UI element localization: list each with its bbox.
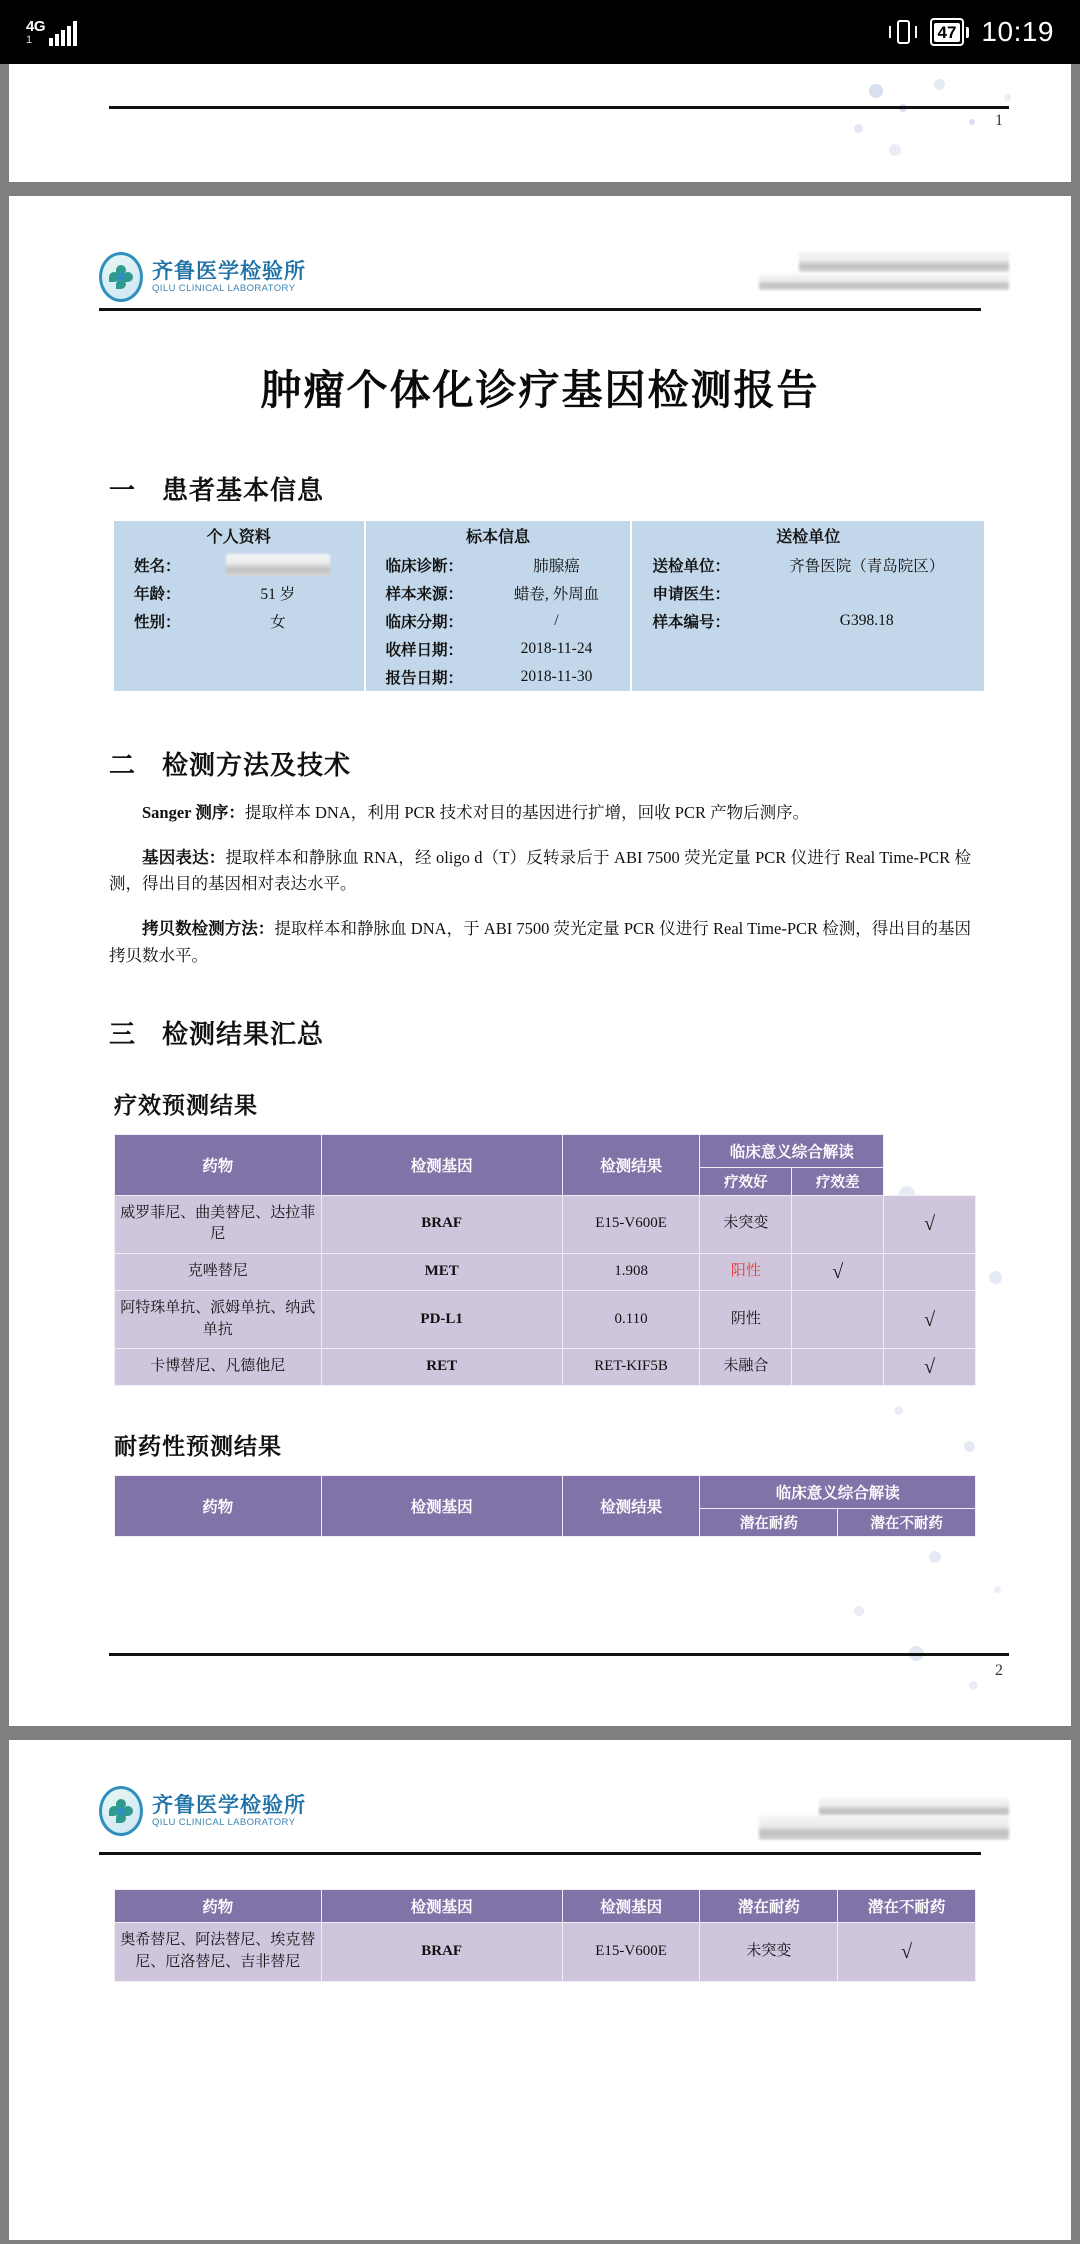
value-sample-id: G398.18 bbox=[839, 612, 894, 629]
page-footer bbox=[109, 1653, 1009, 1680]
network-sub-label: 1 bbox=[26, 33, 33, 46]
subheading-efficacy: 疗效预测结果 bbox=[114, 1091, 258, 1119]
cell-gene: MET bbox=[321, 1254, 562, 1291]
group-header-specimen: 标本信息 bbox=[365, 521, 632, 551]
table-header-row bbox=[115, 1476, 976, 1509]
decorative-bubbles bbox=[829, 64, 1071, 182]
header-rule bbox=[99, 308, 981, 311]
clock: 10:19 bbox=[981, 16, 1054, 47]
cell-status: 阳性 bbox=[700, 1254, 792, 1291]
redacted-header-line-2 bbox=[759, 1816, 1009, 1840]
redacted-header-line-1 bbox=[799, 252, 1009, 272]
label-gender: 性别： bbox=[134, 614, 181, 631]
table-row bbox=[114, 635, 984, 663]
label-diagnosis: 临床诊断： bbox=[365, 551, 495, 579]
page-footer-rule bbox=[109, 106, 1009, 109]
table-header-row bbox=[115, 1134, 976, 1167]
method-text-sanger: 提取样本 DNA，利用 PCR 技术对目的基因进行扩增，回收 PCR 产物后测序。 bbox=[244, 803, 810, 822]
resistance-table-wrap bbox=[114, 1475, 976, 1537]
cell-drug: 威罗菲尼、曲美替尼、达拉菲尼 bbox=[115, 1195, 322, 1254]
table-row bbox=[114, 579, 984, 607]
table-row bbox=[115, 1923, 976, 1982]
cell-gene: BRAF bbox=[321, 1195, 562, 1254]
header-efficacy-good: 疗效好 bbox=[700, 1167, 792, 1195]
value-sample-source: 蜡卷, 外周血 bbox=[513, 586, 600, 603]
cell-drug: 奥希替尼、阿法替尼、埃克替尼、厄洛替尼、吉非替尼 bbox=[115, 1923, 322, 1982]
cell-efficacy-good bbox=[792, 1349, 884, 1386]
section-title: 患者基本信息 bbox=[162, 476, 325, 506]
cell-result: 1.908 bbox=[562, 1254, 700, 1291]
document-page-2 bbox=[9, 196, 1071, 1726]
header-gene: 检测基因 bbox=[321, 1890, 562, 1923]
resistance-prediction-table bbox=[114, 1475, 976, 1537]
header-rule bbox=[99, 1852, 981, 1855]
cell-efficacy-good: √ bbox=[792, 1254, 884, 1291]
logo-title-cn: 齐鲁医学检验所 bbox=[152, 1792, 306, 1817]
status-bar-right bbox=[888, 16, 1055, 48]
value-institution: 齐鲁医院（青岛院区） bbox=[789, 558, 945, 575]
header-drug: 药物 bbox=[115, 1476, 322, 1537]
method-lead-expression: 基因表达： bbox=[142, 847, 226, 867]
cell-gene: RET bbox=[321, 1349, 562, 1386]
cell-efficacy-good bbox=[792, 1195, 884, 1254]
efficacy-table-wrap bbox=[114, 1134, 976, 1387]
cell-status: 未融合 bbox=[700, 1349, 792, 1386]
cell-result: E15-V600E bbox=[562, 1923, 700, 1982]
method-lead-sanger: Sanger 测序： bbox=[142, 803, 245, 822]
method-lead-copynumber: 拷贝数检测方法： bbox=[142, 919, 275, 939]
label-sample-id: 样本编号： bbox=[631, 607, 761, 635]
header-drug: 药物 bbox=[115, 1134, 322, 1195]
method-text-copynumber: 提取样本和静脉血 DNA，于 ABI 7500 荧光定量 PCR 仪进行 Real Time-PCR 检测，得出目的基因拷贝数水平。 bbox=[109, 919, 971, 965]
section-title: 检测方法及技术 bbox=[162, 751, 352, 781]
cell-status: 阴性 bbox=[700, 1290, 792, 1349]
logo-title-en: QILU CLINICAL LABORATORY bbox=[152, 283, 296, 295]
value-stage: / bbox=[554, 612, 559, 629]
value-age: 51 岁 bbox=[260, 586, 296, 603]
label-institution: 送检单位： bbox=[631, 551, 761, 579]
header-interpretation: 临床意义综合解读 bbox=[700, 1476, 976, 1509]
page-footer-rule bbox=[109, 1653, 1009, 1656]
logo-mark-icon bbox=[99, 252, 143, 302]
label-stage: 临床分期： bbox=[365, 607, 495, 635]
header-result: 检测结果 bbox=[562, 1476, 700, 1537]
method-text-expression: 提取样本和静脉血 RNA，经 oligo d（T）反转录后于 ABI 7500 荧光定量 PCR 仪进行 Real Time-PCR 检测，得出目的基因相对表达水平。 bbox=[109, 847, 971, 894]
document-page-3 bbox=[9, 1740, 1071, 2240]
redacted-patient-name bbox=[226, 554, 330, 576]
header-result: 检测结果 bbox=[562, 1134, 700, 1195]
document-page-1 bbox=[9, 64, 1071, 182]
header-drug: 药物 bbox=[115, 1890, 322, 1923]
section-number: 一 bbox=[109, 476, 137, 506]
label-sample-source: 样本来源： bbox=[365, 579, 495, 607]
pdf-viewer[interactable] bbox=[0, 64, 1080, 2244]
header-result: 检测基因 bbox=[562, 1890, 700, 1923]
patient-info-table-wrap bbox=[114, 521, 984, 691]
efficacy-prediction-table bbox=[114, 1134, 976, 1387]
section-title: 检测结果汇总 bbox=[162, 1019, 325, 1050]
cell-drug: 克唑替尼 bbox=[115, 1254, 322, 1291]
table-row bbox=[115, 1349, 976, 1386]
cell-potential-not-resistant: √ bbox=[838, 1923, 976, 1982]
table-row bbox=[114, 607, 984, 635]
header-efficacy-poor: 疗效差 bbox=[792, 1167, 884, 1195]
value-report-date: 2018-11-30 bbox=[520, 668, 593, 685]
table-row bbox=[114, 551, 984, 579]
page-number: 1 bbox=[995, 112, 1003, 129]
resistance-continued-table bbox=[114, 1889, 976, 1982]
label-name: 姓名： bbox=[134, 558, 181, 575]
cell-gene: BRAF bbox=[321, 1923, 562, 1982]
label-age: 年龄： bbox=[134, 586, 181, 603]
group-header-personal: 个人资料 bbox=[206, 529, 271, 546]
vibrate-icon bbox=[888, 17, 918, 47]
redacted-header-line-2 bbox=[759, 274, 1009, 290]
cell-result: 0.110 bbox=[562, 1290, 700, 1349]
group-header-institution: 送检单位 bbox=[631, 521, 984, 551]
header-interpretation: 临床意义综合解读 bbox=[700, 1134, 884, 1167]
cell-efficacy-poor: √ bbox=[884, 1290, 976, 1349]
battery-icon bbox=[930, 18, 970, 46]
header-potential-not-resistant: 潜在不耐药 bbox=[838, 1890, 976, 1923]
cell-result: E15-V600E bbox=[562, 1195, 700, 1254]
value-gender: 女 bbox=[270, 614, 286, 631]
cell-drug: 卡博替尼、凡德他尼 bbox=[115, 1349, 322, 1386]
value-diagnosis: 肺腺癌 bbox=[533, 558, 580, 575]
cell-efficacy-poor: √ bbox=[884, 1349, 976, 1386]
subheading-resistance: 耐药性预测结果 bbox=[114, 1433, 282, 1461]
header-gene: 检测基因 bbox=[321, 1476, 562, 1537]
table-row bbox=[114, 521, 984, 551]
cell-drug: 阿特珠单抗、派姆单抗、纳武单抗 bbox=[115, 1290, 322, 1349]
table-row bbox=[114, 663, 984, 691]
signal-bars-icon bbox=[49, 20, 77, 46]
table-header-row bbox=[115, 1890, 976, 1923]
method-paragraph-copynumber bbox=[109, 916, 971, 969]
network-type bbox=[26, 19, 45, 46]
logo-mark-icon bbox=[99, 1786, 143, 1836]
page-title: 肿瘤个体化诊疗基因检测报告 bbox=[260, 366, 820, 414]
table-row bbox=[115, 1290, 976, 1349]
section-heading-patient-info bbox=[109, 470, 1071, 507]
patient-info-table bbox=[114, 521, 984, 691]
label-doctor: 申请医生： bbox=[631, 579, 761, 607]
logo-title-en: QILU CLINICAL LABORATORY bbox=[152, 1817, 296, 1829]
value-name bbox=[204, 551, 364, 579]
header-potential-not-resistant: 潜在不耐药 bbox=[838, 1509, 976, 1537]
section-number: 三 bbox=[109, 1019, 137, 1050]
label-report-date: 报告日期： bbox=[365, 663, 495, 691]
method-paragraph-sanger bbox=[109, 800, 971, 827]
header-potential-resistant: 潜在耐药 bbox=[700, 1509, 838, 1537]
resistance-continued-table-wrap bbox=[114, 1889, 976, 1982]
report-header bbox=[9, 1740, 1071, 1844]
value-doctor bbox=[761, 579, 984, 607]
logo-title-cn: 齐鲁医学检验所 bbox=[152, 258, 306, 283]
label-collection-date: 收样日期： bbox=[365, 635, 495, 663]
header-gene: 检测基因 bbox=[321, 1134, 562, 1195]
section-heading-results bbox=[109, 1014, 1071, 1051]
table-row bbox=[115, 1195, 976, 1254]
page-number: 2 bbox=[995, 1662, 1003, 1679]
header-potential-resistant: 潜在耐药 bbox=[700, 1890, 838, 1923]
section-heading-methods bbox=[109, 745, 1071, 782]
cell-status: 未突变 bbox=[700, 1923, 838, 1982]
table-row bbox=[115, 1254, 976, 1291]
cell-result: RET-KIF5B bbox=[562, 1349, 700, 1386]
redacted-header-line-1 bbox=[819, 1798, 1009, 1816]
value-collection-date: 2018-11-24 bbox=[520, 640, 593, 657]
network-label: 4G bbox=[26, 17, 46, 35]
cell-status: 未突变 bbox=[700, 1195, 792, 1254]
cell-efficacy-poor bbox=[884, 1254, 976, 1291]
status-bar-left bbox=[26, 19, 77, 46]
section-number: 二 bbox=[109, 751, 137, 781]
cell-efficacy-poor: √ bbox=[884, 1195, 976, 1254]
cell-efficacy-good bbox=[792, 1290, 884, 1349]
battery-level: 47 bbox=[934, 23, 961, 42]
method-paragraph-expression bbox=[109, 845, 971, 898]
status-bar bbox=[0, 0, 1080, 64]
report-header bbox=[9, 196, 1071, 300]
cell-gene: PD-L1 bbox=[321, 1290, 562, 1349]
